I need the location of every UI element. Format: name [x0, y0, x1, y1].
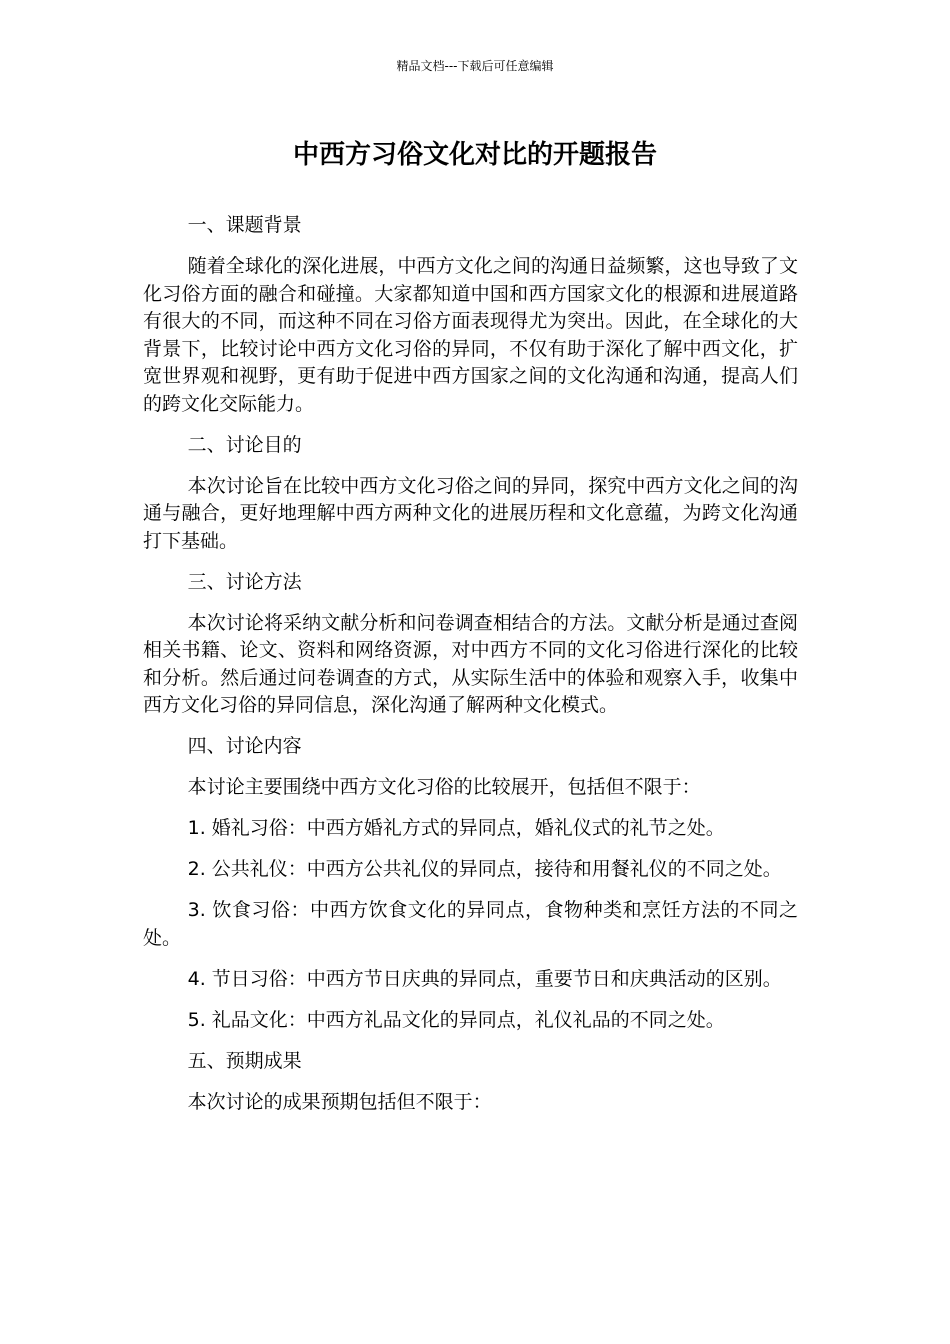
section-heading-results: 五、预期成果 [187, 1049, 302, 1072]
section-heading-purpose: 二、讨论目的 [187, 433, 302, 456]
section-text-method: 本次讨论将采纳文献分析和问卷调查相结合的方法。文献分析是通过查阅相关书籍、论文、资料和网络资源，对中西方不同的文化习俗进行深化的比较和分析。然后通过问卷调查的方式，从实际生活中的体验和观察入手，收集中西方文化习俗的异同信息，深化沟通了解两种文化模式。 [143, 611, 798, 716]
section-text-purpose: 本次讨论旨在比较中西方文化习俗之间的异同，探究中西方文化之间的沟通与融合，更好地理解中西方两种文化的进展历程和文化意蕴，为跨文化沟通打下基础。 [143, 474, 798, 552]
document-body [143, 212, 798, 1130]
list-item: 5. 礼品文化：中西方礼品文化的异同点，礼仪礼品的不同之处。 [187, 1008, 725, 1031]
section-heading-content: 四、讨论内容 [187, 735, 302, 757]
list-item: 3. 饮食习俗：中西方饮食文化的异同点，食物种类和烹饪方法的不同之处。 [143, 899, 798, 949]
document-title: 中西方习俗文化对比的开题报告 [292, 140, 657, 170]
section-intro-results: 本次讨论的成果预期包括但不限于： [187, 1090, 492, 1113]
section-heading-background: 一、课题背景 [187, 214, 302, 236]
section-heading-method: 三、讨论方法 [187, 570, 302, 593]
list-item: 1. 婚礼习俗：中西方婚礼方式的异同点，婚礼仪式的礼节之处。 [187, 817, 725, 839]
list-item: 4. 节日习俗：中西方节日庆典的异同点，重要节日和庆典活动的区别。 [187, 967, 782, 990]
list-item: 2. 公共礼仪：中西方公共礼仪的异同点，接待和用餐礼仪的不同之处。 [187, 858, 782, 880]
section-intro-content: 本讨论主要围绕中西方文化习俗的比较展开，包括但不限于： [187, 776, 701, 798]
header-note: 精品文档---下载后可任意编辑 [396, 59, 554, 73]
section-text-background: 随着全球化的深化进展，中西方文化之间的沟通日益频繁，这也导致了文化习俗方面的融合和碰撞。大家都知道中国和西方国家文化的根源和进展道路有很大的不同，而这种不同在习俗方面表现得尤为突出。因此，在全球化的大背景下，比较讨论中西方文化习俗的异同，不仅有助于深化了解中西文化，扩宽世界观和视野，更有助于促进中西方国家之间的文化沟通和沟通，提高人们的跨文化交际能力。 [143, 255, 798, 415]
